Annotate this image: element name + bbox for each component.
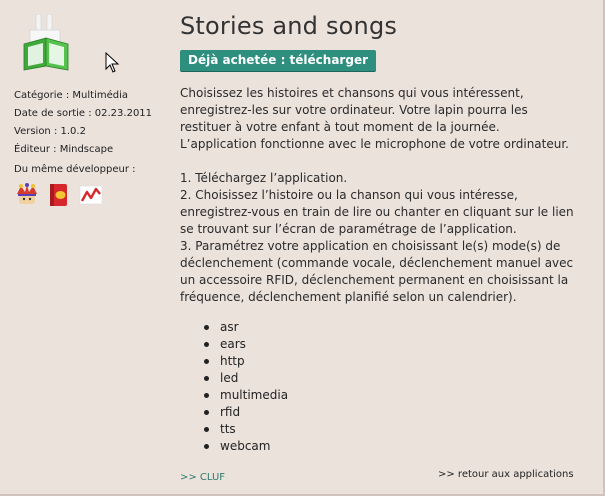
step-line: enregistrez-vous en train de lire ou chanter en cliquant sur le lien [180,205,574,219]
step-line: un accessoire RFID, déclenchement permanent en choisissant la [180,273,569,287]
step-line: 1. Téléchargez l’application. [180,171,348,185]
publisher-label: Éditeur : Mindscape [14,144,114,155]
developer-apps [14,182,104,208]
step-line: 2. Choisissez l’histoire ou la chanson qui vous intéresse, [180,188,518,202]
back-to-apps-link[interactable]: >> retour aux applications [438,469,574,480]
chart-app-icon[interactable] [78,182,104,208]
list-item: tts [180,421,288,438]
list-item: led [180,370,288,387]
version-label: Version : 1.0.2 [14,126,86,137]
cluf-link[interactable]: >> CLUF [180,472,226,483]
app-description [180,85,585,306]
description-line: restituer à votre enfant à tout moment de la journée. [180,120,500,134]
list-item: rfid [180,404,288,421]
description-line: L’application fonctionne avec le microphone de votre ordinateur. [180,137,569,151]
download-button[interactable]: Déjà achetée : télécharger [180,50,376,71]
list-item: multimedia [180,387,288,404]
category-label: Catégorie : Multimédia [14,90,129,101]
release-date-label: Date de sortie : 02.23.2011 [14,108,153,119]
list-item: ears [180,336,288,353]
description-line: enregistrez-les sur votre ordinateur. Votre lapin pourra les [180,103,528,117]
list-item: http [180,353,288,370]
step-line: fréquence, déclenchement planifié selon un calendrier). [180,290,517,304]
description-line: Choisissez les histoires et chansons qui vous intéressent, [180,86,524,100]
book-plug-app-icon [22,14,72,74]
step-line: déclenchement (commande vocale, déclenchement manuel avec [180,256,574,270]
app-metadata [14,87,152,179]
list-item: asr [180,319,288,336]
list-item: webcam [180,438,288,455]
trigger-modes-list [180,319,288,455]
step-line: se trouvant sur l’écran de paramétrage de l’application. [180,222,517,236]
book-app-icon[interactable] [46,182,72,208]
jester-app-icon[interactable] [14,182,40,208]
mouse-cursor-icon [105,52,121,74]
same-developer-label: Du même développeur : [14,164,136,175]
app-title: Stories and songs [180,12,398,40]
spacer [180,153,585,170]
step-line: 3. Paramétrez votre application en choisissant le(s) mode(s) de [180,239,561,253]
